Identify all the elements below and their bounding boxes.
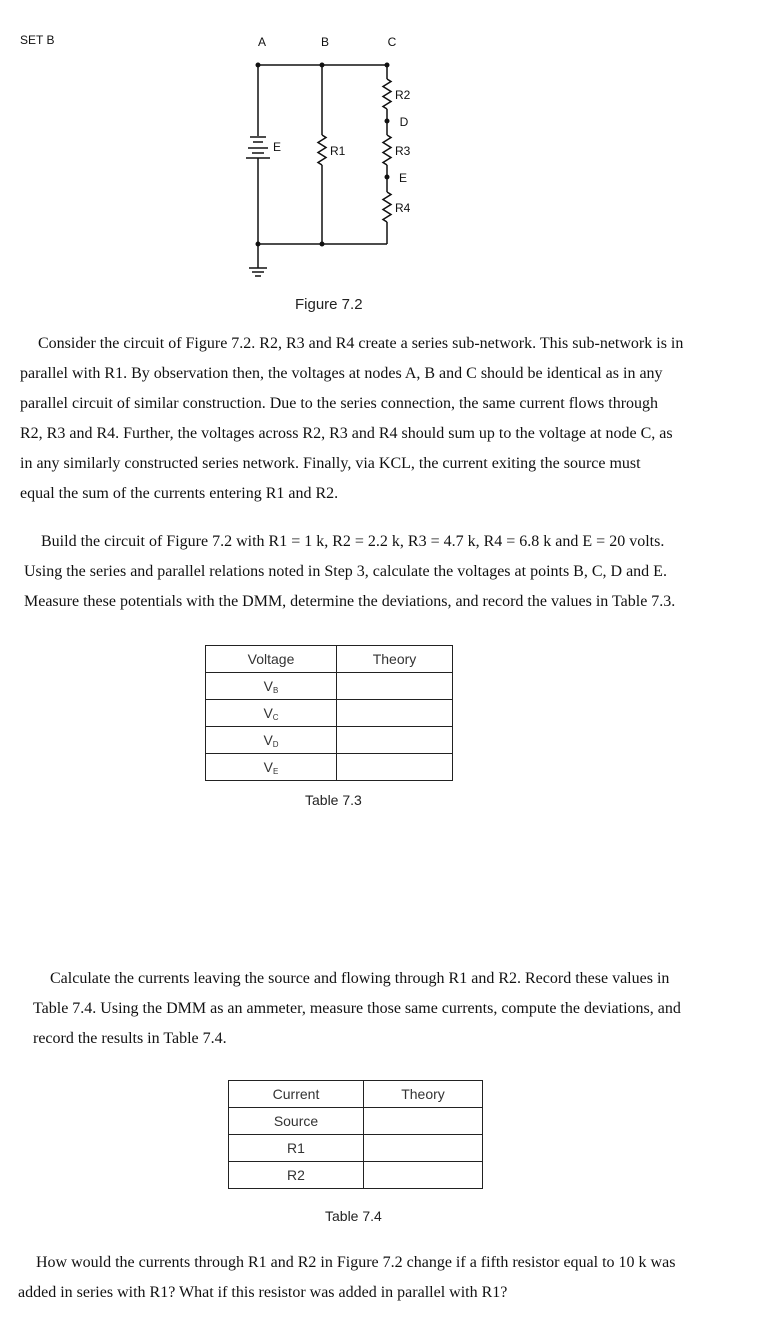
table-7-3-caption: Table 7.3 — [305, 792, 362, 808]
paragraph-2 — [24, 527, 675, 617]
table-label-cell — [206, 673, 337, 700]
table-theory-cell[interactable] — [337, 673, 453, 700]
table-row — [229, 1108, 483, 1135]
table-theory-cell[interactable] — [364, 1162, 483, 1189]
paragraph-1 — [20, 329, 683, 509]
table-7-4-caption: Table 7.4 — [325, 1208, 382, 1224]
r1-zigzag — [318, 135, 326, 165]
table-header-row — [206, 646, 453, 673]
table-row — [206, 700, 453, 727]
r3-label: R3 — [395, 144, 411, 158]
table-header-cell: Voltage — [206, 646, 337, 673]
node-c-dot — [385, 63, 390, 68]
table-label-cell: R1 — [229, 1135, 364, 1162]
voltage-subscript: B — [273, 685, 279, 695]
paragraph-2-line: Using the series and parallel relations noted in Step 3, calculate the voltages at points B, C, D and E. — [24, 563, 667, 580]
paragraph-1-line: parallel with R1. By observation then, the voltages at nodes A, B and C should be identical as in any — [20, 365, 663, 382]
table-label-cell — [206, 700, 337, 727]
bottom-mid-dot — [320, 242, 325, 247]
node-e-label: E — [398, 171, 408, 185]
table-row — [206, 673, 453, 700]
paragraph-4 — [18, 1248, 675, 1308]
paragraph-1-line: Consider the circuit of Figure 7.2. R2, R3 and R4 create a series sub-network. This sub-network is in — [38, 335, 684, 352]
table-row — [229, 1135, 483, 1162]
paragraph-4-line: How would the currents through R1 and R2 in Figure 7.2 change if a fifth resistor equal to 10 k was — [36, 1254, 676, 1271]
table-row — [206, 727, 453, 754]
table-theory-cell[interactable] — [364, 1108, 483, 1135]
paragraph-1-line: R2, R3 and R4. Further, the voltages across R2, R3 and R4 should sum up to the voltage at node C, as — [20, 425, 673, 442]
figure-caption: Figure 7.2 — [295, 296, 363, 313]
paragraph-1-line: parallel circuit of similar construction. Due to the series connection, the same current flows through — [20, 395, 659, 412]
voltage-subscript: C — [272, 712, 279, 722]
paragraph-1-line: equal the sum of the currents entering R1 and R2. — [20, 485, 339, 502]
voltage-subscript: E — [273, 766, 279, 776]
bottom-left-dot — [256, 242, 261, 247]
table-row — [229, 1162, 483, 1189]
node-d-dot — [385, 119, 390, 124]
paragraph-1-line: in any similarly constructed series network. Finally, via KCL, the current exiting the source must — [20, 455, 641, 472]
paragraph-3 — [33, 964, 681, 1054]
source-label: E — [273, 140, 282, 154]
r4-label: R4 — [395, 201, 411, 215]
node-b-label: B — [320, 35, 330, 49]
node-d-label: D — [399, 115, 409, 129]
r1-label: R1 — [330, 144, 346, 158]
node-e-dot — [385, 175, 390, 180]
voltage-symbol: V — [263, 704, 273, 721]
r2-zigzag — [383, 79, 391, 109]
table-row — [206, 754, 453, 781]
set-label: SET B — [20, 33, 55, 47]
table-label-cell — [206, 754, 337, 781]
r4-zigzag — [383, 192, 391, 222]
r2-label: R2 — [395, 88, 411, 102]
table-label-cell — [206, 727, 337, 754]
table-7-3 — [205, 645, 453, 781]
node-a-dot — [256, 63, 261, 68]
table-header-cell: Theory — [337, 646, 453, 673]
paragraph-3-line: Calculate the currents leaving the source and flowing through R1 and R2. Record these values in — [50, 970, 670, 987]
paragraph-4-line: added in series with R1? What if this resistor was added in parallel with R1? — [18, 1284, 508, 1301]
table-theory-cell[interactable] — [364, 1135, 483, 1162]
table-label-cell: Source — [229, 1108, 364, 1135]
table-theory-cell[interactable] — [337, 700, 453, 727]
circuit-diagram — [0, 0, 764, 300]
table-7-4 — [228, 1080, 483, 1189]
paragraph-3-line: Table 7.4. Using the DMM as an ammeter, measure those same currents, compute the deviations, and — [33, 1000, 681, 1017]
voltage-symbol: V — [263, 758, 273, 775]
r3-zigzag — [383, 135, 391, 165]
paragraph-2-line: Measure these potentials with the DMM, determine the deviations, and record the values in Table 7.3. — [24, 593, 676, 610]
table-header-row — [229, 1081, 483, 1108]
node-a-label: A — [257, 35, 267, 49]
table-header-cell: Current — [229, 1081, 364, 1108]
node-c-label: C — [387, 35, 397, 49]
table-theory-cell[interactable] — [337, 727, 453, 754]
table-label-cell: R2 — [229, 1162, 364, 1189]
table-header-cell: Theory — [364, 1081, 483, 1108]
voltage-subscript: D — [272, 739, 279, 749]
node-b-dot — [320, 63, 325, 68]
voltage-symbol: V — [263, 677, 273, 694]
paragraph-3-line: record the results in Table 7.4. — [33, 1030, 227, 1047]
voltage-symbol: V — [263, 731, 273, 748]
paragraph-2-line: Build the circuit of Figure 7.2 with R1 = 1 k, R2 = 2.2 k, R3 = 4.7 k, R4 = 6.8 k and E = 20 volts. — [41, 533, 665, 550]
table-theory-cell[interactable] — [337, 754, 453, 781]
